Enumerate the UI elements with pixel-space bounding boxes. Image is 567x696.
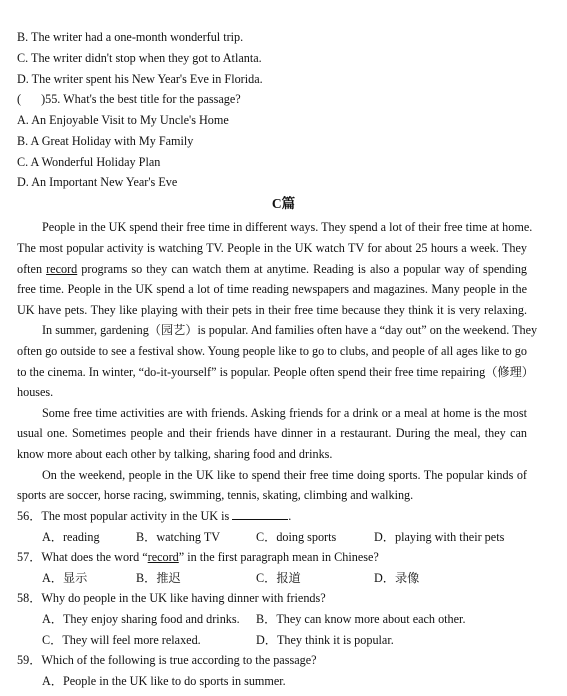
q55-option-d: D. An Important New Year's Eve <box>17 175 178 189</box>
question-57: 57．What does the word “record” in the first paragraph mean in Chinese? <box>17 550 379 564</box>
q56-option-a: A．reading <box>42 530 100 544</box>
q59-option-a: A．People in the UK like to do sports in summer. <box>42 674 286 688</box>
answer-paren: ( <box>17 92 22 106</box>
passage-line: usual one. Sometimes people and their friends have dinner in a restaurant. During the meal, they can <box>17 426 527 440</box>
q55-option-a: A. An Enjoyable Visit to My Uncle's Home <box>17 113 229 127</box>
q58-option-b: B．They can know more about each other. <box>256 612 466 626</box>
q57-option-d: D．录像 <box>374 571 420 585</box>
q57-option-b: B．推迟 <box>136 571 181 585</box>
passage-line: sports are soccer, horse racing, swimming, tennis, skating, climbing and walking. <box>17 488 414 502</box>
passage-line: often go outside to see a festival show. Young people like to go to clubs, and people of all ages like to go <box>17 344 527 358</box>
passage-line: often record programs so they can watch them at anytime. Reading is also a popular way of spending <box>17 262 528 276</box>
question-55-text: )55. What's the best title for the passage? <box>41 92 241 106</box>
question-56: 56．The most popular activity in the UK is . <box>17 509 292 523</box>
passage-line: know more about each other by talking, sharing food and drinks. <box>17 447 333 461</box>
passage-line: to the cinema. In winter, “do-it-yourself” is popular. People often spend their free time repairing（修理） <box>17 365 534 379</box>
record-word: record <box>46 262 78 276</box>
passage-line: UK have pets. They like playing with their pets in their free time because they think it is very relaxing. <box>17 303 527 317</box>
q56-option-d: D．playing with their pets <box>374 530 505 544</box>
passage-line: In summer, gardening（园艺）is popular. And families often have a “day out” on the weekend. They <box>42 323 538 337</box>
q55-option-c: C. A Wonderful Holiday Plan <box>17 155 161 169</box>
question-55 <box>17 91 241 107</box>
prev-option-d: D. The writer spent his New Year's Eve in Florida. <box>17 72 263 86</box>
question-59: 59．Which of the following is true according to the passage? <box>17 653 317 667</box>
passage-line: houses. <box>17 385 54 399</box>
record-word: record <box>147 550 179 564</box>
passage-line: Some free time activities are with friends. Asking friends for a drink or a meal at home is the most <box>42 406 527 420</box>
passage-line: The most popular activity is watching TV. People in the UK watch TV for about 25 hours a week. They <box>17 241 527 255</box>
question-56-stem: 56．The most popular activity in the UK is <box>17 509 230 523</box>
section-title: C篇 <box>271 196 296 211</box>
prev-option-b: B. The writer had a one-month wonderful trip. <box>17 30 244 44</box>
q58-option-d: D．They think it is popular. <box>256 633 394 647</box>
passage-line: free time. People in the UK spend a lot of time reading newspapers and magazines. Many people in the <box>17 282 527 296</box>
q58-option-a: A．They enjoy sharing food and drinks. <box>42 612 240 626</box>
passage-line: On the weekend, people in the UK like to spend their free time doing sports. The popular kinds of <box>42 468 527 482</box>
answer-blank <box>232 508 288 520</box>
q55-option-b: B. A Great Holiday with My Family <box>17 134 194 148</box>
q56-option-c: C．doing sports <box>256 530 337 544</box>
q57-option-c: C．报道 <box>256 571 301 585</box>
q56-option-b: B．watching TV <box>136 530 221 544</box>
prev-option-c: C. The writer didn't stop when they got to Atlanta. <box>17 51 262 65</box>
q57-option-a: A．显示 <box>42 571 88 585</box>
q58-option-c: C．They will feel more relaxed. <box>42 633 201 647</box>
question-58: 58．Why do people in the UK like having dinner with friends? <box>17 591 326 605</box>
passage-line: People in the UK spend their free time in different ways. They spend a lot of their free time at home. <box>42 220 533 234</box>
